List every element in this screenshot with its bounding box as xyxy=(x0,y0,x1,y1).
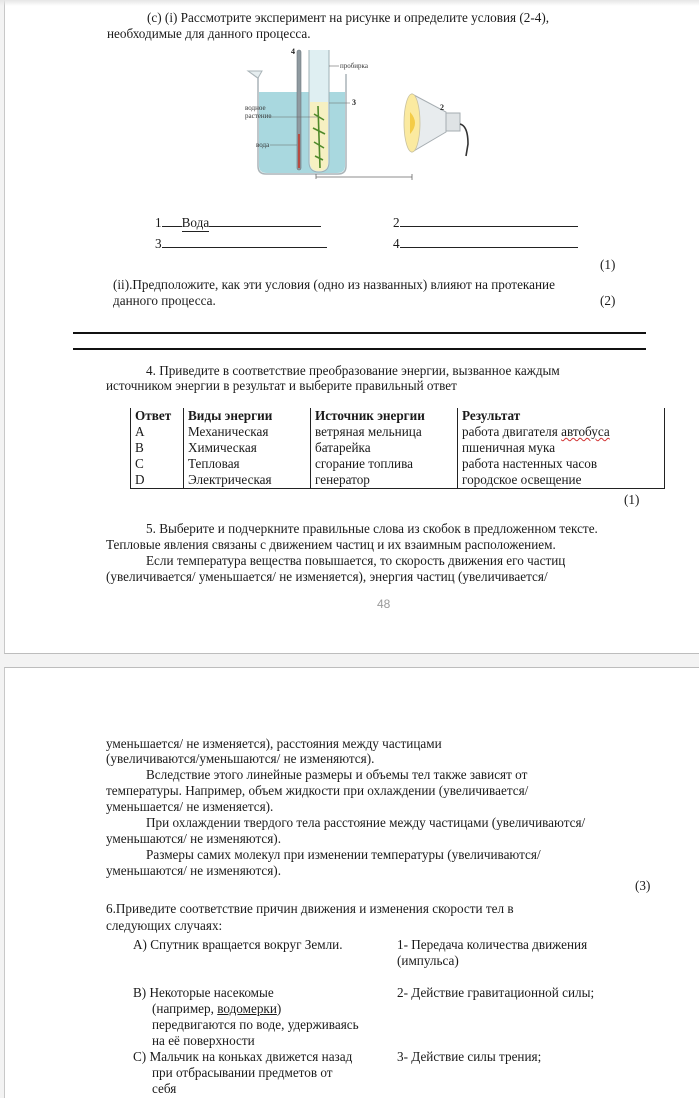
q6-item-b-line4: на её поверхности xyxy=(152,1033,255,1048)
question-5-cont-line2: (увеличиваются/уменьшаются/ не изменяются). xyxy=(106,751,375,766)
spellcheck-word: автобуса xyxy=(561,424,610,439)
question-5-cont-line7: уменьшаются/ не изменяются). xyxy=(106,831,281,846)
answer-4-number: 4 xyxy=(393,236,400,251)
cell-energy-type: Электрическая xyxy=(184,472,311,489)
cell-energy-source: батарейка xyxy=(311,440,458,456)
q6-item-c-line3: себя xyxy=(152,1081,177,1096)
cell-answer: C xyxy=(131,456,184,472)
cell-energy-source: генератор xyxy=(311,472,458,489)
question-5-cont-line8: Размеры самих молекул при изменении температуры (увеличиваются/ xyxy=(146,847,541,862)
mark-q4: (1) xyxy=(624,492,640,507)
question-4-line1: 4. Приведите в соответствие преобразование энергии, вызванное каждым xyxy=(146,363,560,378)
question-5-cont-line6: При охлаждении твердого тела расстояние между частицами (увеличиваются/ xyxy=(146,815,586,830)
label-2: 2 xyxy=(440,103,444,112)
question-5-cont-line1: уменьшается/ не изменяется), расстояния между частицами xyxy=(106,736,442,751)
cell-energy-source: ветряная мельница xyxy=(311,424,458,440)
q6-item-b-line2: (например, водомерки) xyxy=(152,1001,282,1016)
question-5-cont-line9: уменьшаются/ не изменяются). xyxy=(106,863,281,878)
answer-1 xyxy=(155,214,321,232)
cell-answer: D xyxy=(131,472,184,489)
cell-energy-source: сгорание топлива xyxy=(311,456,458,472)
cell-energy-type: Химическая xyxy=(184,440,311,456)
table-row xyxy=(131,456,665,472)
answer-3-number: 3 xyxy=(155,236,162,251)
answer-line-2[interactable] xyxy=(73,348,646,350)
table-row xyxy=(131,440,665,456)
label-4: 4 xyxy=(291,47,295,56)
question-c-i-line2: необходимые для данного процесса. xyxy=(107,26,311,41)
q6-item-c-line2: при отбрасывании предметов от xyxy=(152,1065,333,1080)
label-plant-2: растение xyxy=(245,112,272,120)
thermometer-icon xyxy=(297,50,301,170)
lamp-icon xyxy=(404,94,468,156)
question-c-ii-line2: данного процесса. xyxy=(113,293,216,308)
cell-energy-type: Механическая xyxy=(184,424,311,440)
question-6-line1: 6.Приведите соответствие причин движения и изменения скорости тел в xyxy=(106,901,514,916)
label-water: вода xyxy=(256,141,270,149)
question-c-ii-line1: (ii).Предположите, как эти условия (одно из названных) влияют на протекание xyxy=(113,277,555,292)
question-6-line2: следующих случаях: xyxy=(106,918,223,933)
label-test-tube: пробирка xyxy=(340,62,368,70)
table-row xyxy=(131,424,665,440)
mark-c-i: (1) xyxy=(600,257,616,272)
answer-4-field[interactable] xyxy=(400,235,578,248)
q6-option-3: 3- Действие силы трения; xyxy=(397,1049,542,1064)
question-5-line4: (увеличивается/ уменьшается/ не изменяется), энергия частиц (увеличивается/ xyxy=(106,569,548,584)
question-5-cont-line3: Вследствие этого линейные размеры и объемы тел также зависят от xyxy=(146,767,528,782)
cell-result: городское освещение xyxy=(458,472,665,489)
question-c-i-line1: (c) (i) Рассмотрите эксперимент на рисунке и определите условия (2-4), xyxy=(147,10,550,25)
page-number: 48 xyxy=(377,597,391,611)
q6-item-a: А) Спутник вращается вокруг Земли. xyxy=(133,937,343,952)
answer-1-number: 1 xyxy=(155,215,162,230)
cell-answer: B xyxy=(131,440,184,456)
cell-result: работа двигателя автобуса xyxy=(458,424,665,440)
q6-item-b-line1: В) Некоторые насекомые xyxy=(133,985,274,1000)
mark-q5: (3) xyxy=(635,878,651,893)
question-5-cont-line4: температуры. Например, объем жидкости при охлаждении (увеличивается/ xyxy=(106,783,529,798)
mark-c-ii: (2) xyxy=(600,293,616,308)
answer-4 xyxy=(393,235,578,252)
table-row xyxy=(131,472,665,489)
cell-result: работа настенных часов xyxy=(458,456,665,472)
answer-3-field[interactable] xyxy=(162,235,327,248)
underlined-word: водомерки xyxy=(217,1001,277,1016)
answer-1-field[interactable]: Вода xyxy=(181,215,210,230)
question-5-cont-line5: уменьшается/ не изменяется). xyxy=(106,799,274,814)
document-page-49 xyxy=(4,667,699,1098)
header-energy-type: Виды энергии xyxy=(184,408,311,424)
label-3: 3 xyxy=(352,98,356,107)
answer-2 xyxy=(393,214,578,231)
q6-item-c-line1: С) Мальчик на коньках движется назад xyxy=(133,1049,353,1064)
answer-line-1[interactable] xyxy=(73,332,646,334)
top-shadow xyxy=(0,0,699,6)
experiment-figure xyxy=(240,44,480,184)
q6-option-1-line2: (импульса) xyxy=(397,953,459,968)
table-header-row xyxy=(131,408,665,424)
test-tube-icon xyxy=(309,50,329,172)
question-5-line1: 5. Выберите и подчеркните правильные слова из скобок в предложенном тексте. xyxy=(146,521,598,536)
label-plant-1: водное xyxy=(245,104,266,112)
question-5-line2: Тепловые явления связаны с движением частиц и их взаимным расположением. xyxy=(106,537,556,552)
question-4-line2: источником энергии в результат и выберите правильный ответ xyxy=(106,378,457,393)
cell-result: пшеничная мука xyxy=(458,440,665,456)
question-5-line3: Если температура вещества повышается, то скорость движения его частиц xyxy=(146,553,566,568)
q6-item-b-line3: передвигаются по воде, удерживаясь xyxy=(152,1017,359,1032)
cell-energy-type: Тепловая xyxy=(184,456,311,472)
answer-3 xyxy=(155,235,327,252)
header-result: Результат xyxy=(458,408,665,424)
q6-option-2: 2- Действие гравитационной силы; xyxy=(397,985,595,1000)
answer-2-field[interactable] xyxy=(400,214,578,227)
header-energy-source: Источник энергии xyxy=(311,408,458,424)
answer-2-number: 2 xyxy=(393,215,400,230)
energy-table xyxy=(130,408,665,489)
cell-answer: A xyxy=(131,424,184,440)
q6-option-1-line1: 1- Передача количества движения xyxy=(397,937,588,952)
header-answer: Ответ xyxy=(131,408,184,424)
experiment-illustration xyxy=(240,44,480,184)
